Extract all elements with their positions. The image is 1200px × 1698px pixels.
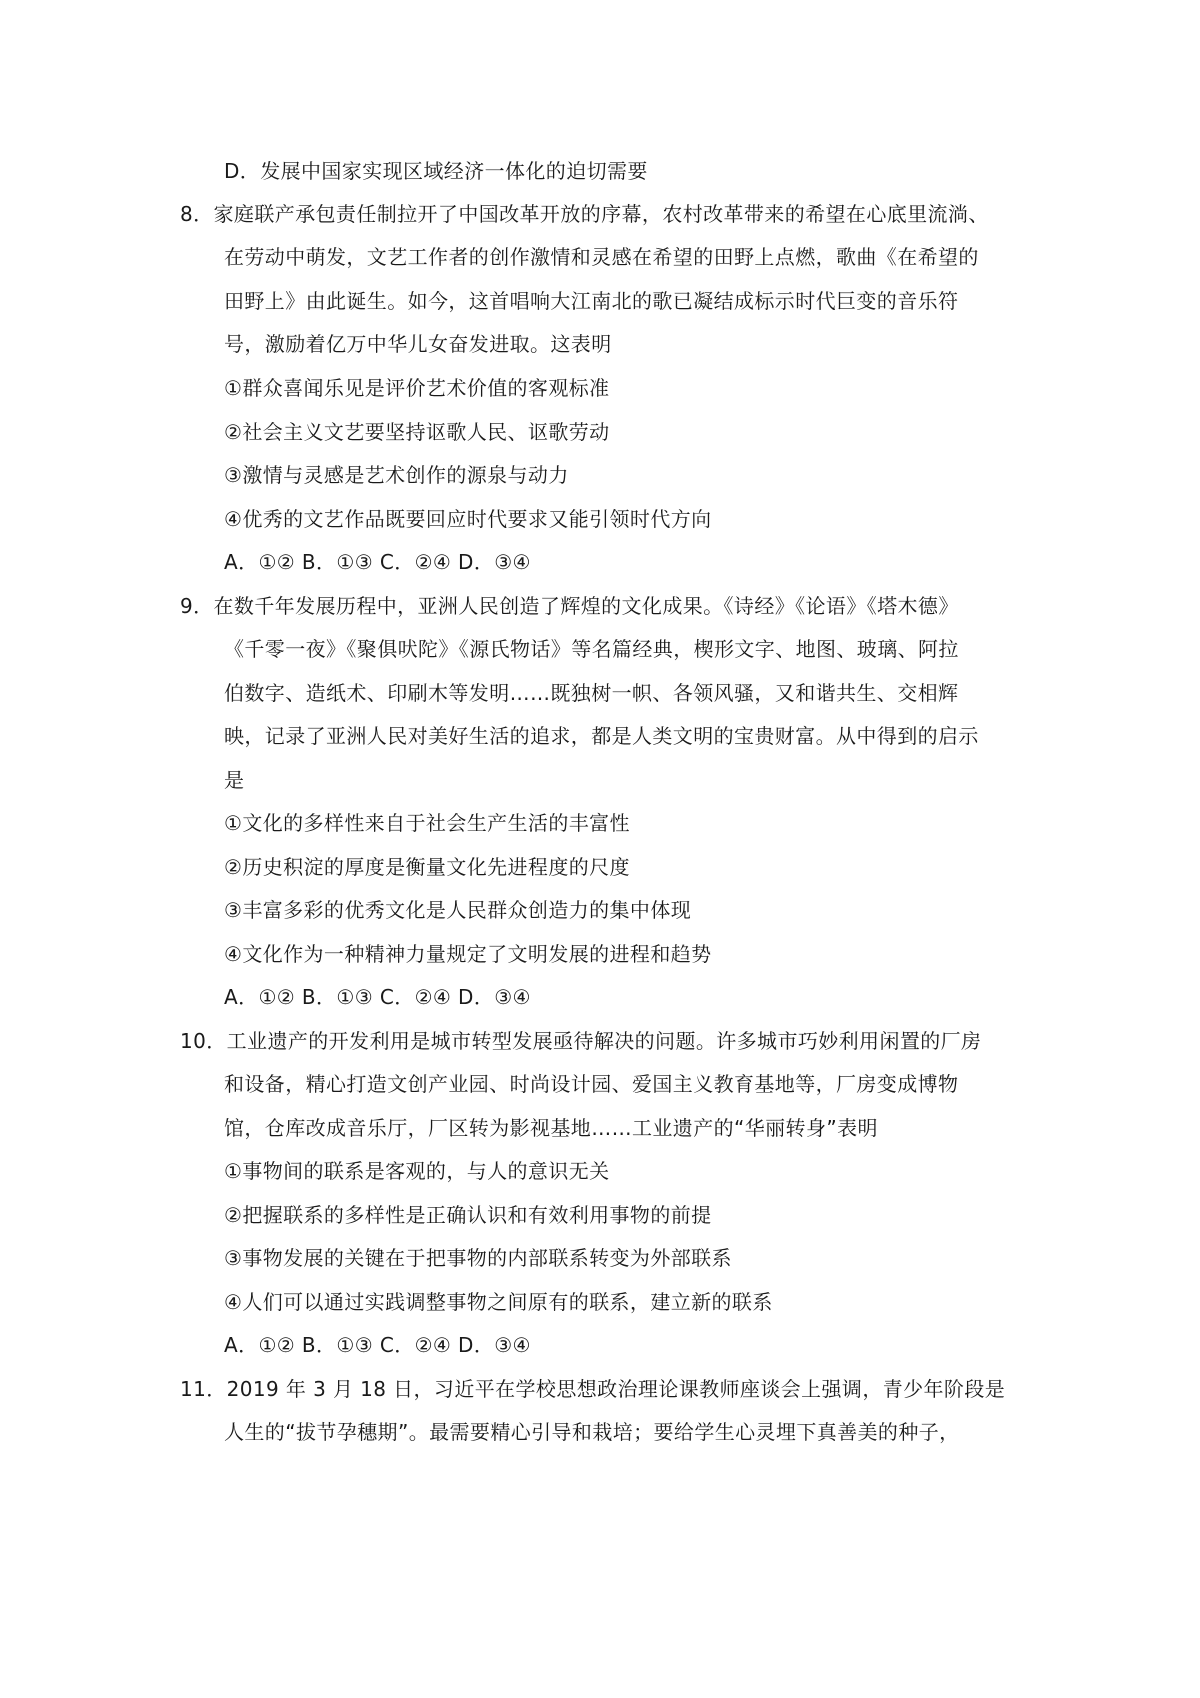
question-11-line-2: 人生的“拔节孕穗期”。最需要精心引导和栽培；要给学生心灵埋下真善美的种子， [224, 1420, 960, 1444]
statement-line: ②把握联系的多样性是正确认识和有效利用事物的前提 [224, 1203, 712, 1227]
question-8-line-3: 田野上》由此诞生。如今，这首唱响大江南北的歌已凝结成标示时代巨变的音乐符 [224, 289, 959, 313]
answer-choices: A．①② B．①③ C．②④ D．③④ [224, 985, 531, 1009]
question-number: 8． [180, 202, 214, 226]
question-9-line-2: 《千零一夜》《聚俱吠陀》《源氏物话》等名篇经典，楔形文字、地图、玻璃、阿拉 [224, 637, 959, 661]
question-stem: 家庭联产承包责任制拉开了中国改革开放的序幕，农村改革带来的希望在心底里流淌、 [213, 202, 989, 226]
question-8-line-2: 在劳动中萌发，文艺工作者的创作激情和灵感在希望的田野上点燃，歌曲《在希望的 [224, 245, 979, 269]
question-10-line-3: 馆，仓库改成音乐厅，厂区转为影视基地……工业遗产的“华丽转身”表明 [224, 1116, 878, 1140]
answer-choices: A．①② B．①③ C．②④ D．③④ [224, 550, 531, 574]
question-11-line-1 [180, 1375, 1005, 1403]
question-8-line-1 [180, 200, 989, 228]
question-9-line-4: 映，记录了亚洲人民对美好生活的追求，都是人类文明的宝贵财富。从中得到的启示 [224, 724, 979, 748]
statement-line: ①文化的多样性来自于社会生产生活的丰富性 [224, 811, 630, 835]
question-9-line-1 [180, 592, 959, 620]
statement-line: ③丰富多彩的优秀文化是人民群众创造力的集中体现 [224, 898, 692, 922]
question-9-line-5: 是 [224, 768, 245, 792]
question-10-line-2: 和设备，精心打造文创产业园、时尚设计园、爱国主义教育基地等，厂房变成博物 [224, 1072, 959, 1096]
question-stem: 在数千年发展历程中，亚洲人民创造了辉煌的文化成果。《诗经》《论语》《塔木德》 [213, 594, 959, 618]
statement-line: ②历史积淀的厚度是衡量文化先进程度的尺度 [224, 855, 630, 879]
question-9-line-3: 伯数字、造纸术、印刷木等发明……既独树一帜、各领风骚，又和谐共生、交相辉 [224, 681, 959, 705]
statement-line: ③事物发展的关键在于把事物的内部联系转变为外部联系 [224, 1246, 732, 1270]
statement-line: ①群众喜闻乐见是评价艺术价值的客观标准 [224, 376, 610, 400]
question-number: 10． [180, 1029, 227, 1053]
question-10-line-1 [180, 1027, 981, 1055]
statement-line: ④人们可以通过实践调整事物之间原有的联系，建立新的联系 [224, 1290, 773, 1314]
question-stem: 2019 年 3 月 18 日，习近平在学校思想政治理论课教师座谈会上强调，青少年阶段是 [226, 1377, 1006, 1401]
statement-line: ④优秀的文艺作品既要回应时代要求又能引领时代方向 [224, 507, 712, 531]
statement-line: ②社会主义文艺要坚持讴歌人民、讴歌劳动 [224, 420, 610, 444]
question-8-line-4: 号，激励着亿万中华儿女奋发进取。这表明 [224, 332, 612, 356]
question-number: 9． [180, 594, 214, 618]
answer-choices: A．①② B．①③ C．②④ D．③④ [224, 1333, 531, 1357]
question-number: 11． [180, 1377, 227, 1401]
question-stem: 工业遗产的开发利用是城市转型发展亟待解决的问题。许多城市巧妙利用闲置的厂房 [226, 1029, 982, 1053]
statement-line: ④文化作为一种精神力量规定了文明发展的进程和趋势 [224, 942, 712, 966]
statement-line: ③激情与灵感是艺术创作的源泉与动力 [224, 463, 569, 487]
statement-line: ①事物间的联系是客观的，与人的意识无关 [224, 1159, 610, 1183]
option-d-line: D．发展中国家实现区域经济一体化的迫切需要 [224, 159, 648, 183]
